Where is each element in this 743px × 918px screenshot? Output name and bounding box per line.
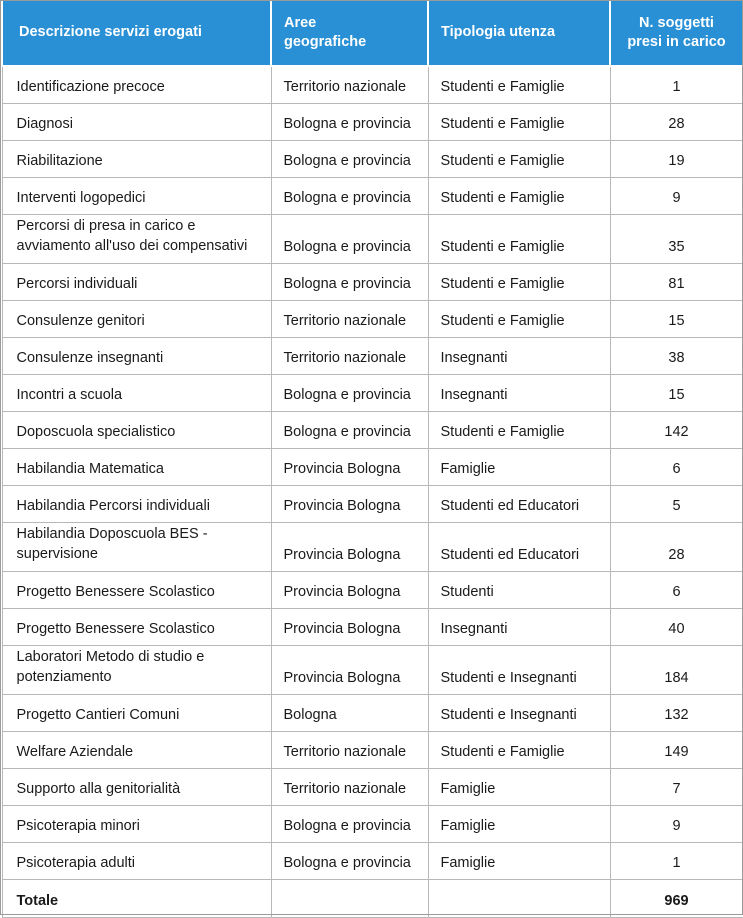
cell-descrizione: Welfare Aziendale	[2, 731, 271, 768]
total-value: 969	[610, 879, 743, 917]
cell-n-soggetti: 149	[610, 731, 743, 768]
cell-n-soggetti: 7	[610, 768, 743, 805]
cell-tipologia: Famiglie	[428, 805, 610, 842]
cell-aree: Provincia Bologna	[271, 485, 428, 522]
cell-descrizione: Habilandia Doposcuola BES - supervisione	[2, 522, 271, 571]
cell-descrizione: Percorsi di presa in carico e avviamento all'uso dei compensativi	[2, 214, 271, 263]
cell-descrizione: Progetto Cantieri Comuni	[2, 694, 271, 731]
table-row	[2, 768, 743, 805]
cell-n-soggetti: 15	[610, 300, 743, 337]
table-row	[2, 448, 743, 485]
cell-aree: Territorio nazionale	[271, 768, 428, 805]
table-row	[2, 263, 743, 300]
header-tipologia: Tipologia utenza	[428, 0, 610, 66]
cell-aree: Provincia Bologna	[271, 645, 428, 694]
cell-tipologia: Insegnanti	[428, 608, 610, 645]
cell-aree: Bologna e provincia	[271, 411, 428, 448]
services-table-container	[1, 0, 742, 918]
cell-tipologia: Insegnanti	[428, 337, 610, 374]
table-row	[2, 140, 743, 177]
table-header	[2, 0, 743, 66]
cell-descrizione: Psicoterapia adulti	[2, 842, 271, 879]
cell-descrizione: Consulenze genitori	[2, 300, 271, 337]
cell-tipologia: Famiglie	[428, 842, 610, 879]
cell-n-soggetti: 5	[610, 485, 743, 522]
cell-aree: Bologna e provincia	[271, 214, 428, 263]
services-table	[1, 0, 743, 918]
total-empty-cell	[271, 879, 428, 917]
cell-aree: Bologna e provincia	[271, 103, 428, 140]
cell-descrizione: Psicoterapia minori	[2, 805, 271, 842]
table-row	[2, 177, 743, 214]
table-row	[2, 337, 743, 374]
cell-n-soggetti: 15	[610, 374, 743, 411]
cell-aree: Territorio nazionale	[271, 731, 428, 768]
cell-tipologia: Studenti e Famiglie	[428, 731, 610, 768]
cell-descrizione: Supporto alla genitorialità	[2, 768, 271, 805]
table-row	[2, 374, 743, 411]
total-label: Totale	[2, 879, 271, 917]
cell-tipologia: Studenti e Famiglie	[428, 214, 610, 263]
cell-n-soggetti: 132	[610, 694, 743, 731]
cell-aree: Bologna e provincia	[271, 177, 428, 214]
total-row	[2, 879, 743, 917]
cell-tipologia: Studenti e Famiglie	[428, 177, 610, 214]
cell-n-soggetti: 6	[610, 571, 743, 608]
table-row	[2, 66, 743, 103]
cell-aree: Bologna e provincia	[271, 263, 428, 300]
cell-descrizione: Progetto Benessere Scolastico	[2, 608, 271, 645]
cell-tipologia: Studenti e Famiglie	[428, 300, 610, 337]
cell-descrizione: Diagnosi	[2, 103, 271, 140]
cell-aree: Bologna	[271, 694, 428, 731]
cell-tipologia: Studenti ed Educatori	[428, 485, 610, 522]
cell-n-soggetti: 40	[610, 608, 743, 645]
cell-descrizione: Habilandia Percorsi individuali	[2, 485, 271, 522]
header-n-soggetti: N. soggetti presi in carico	[610, 0, 743, 66]
table-row	[2, 694, 743, 731]
table-row	[2, 608, 743, 645]
cell-aree: Territorio nazionale	[271, 337, 428, 374]
cell-n-soggetti: 1	[610, 842, 743, 879]
table-row	[2, 731, 743, 768]
header-row	[2, 0, 743, 66]
table-row	[2, 485, 743, 522]
cell-n-soggetti: 142	[610, 411, 743, 448]
table-row	[2, 214, 743, 263]
cell-descrizione: Incontri a scuola	[2, 374, 271, 411]
cell-descrizione: Percorsi individuali	[2, 263, 271, 300]
cell-tipologia: Studenti	[428, 571, 610, 608]
cell-n-soggetti: 28	[610, 103, 743, 140]
cell-n-soggetti: 6	[610, 448, 743, 485]
cell-n-soggetti: 9	[610, 805, 743, 842]
cell-tipologia: Insegnanti	[428, 374, 610, 411]
table-row	[2, 522, 743, 571]
cell-aree: Provincia Bologna	[271, 608, 428, 645]
cell-aree: Provincia Bologna	[271, 522, 428, 571]
cell-aree: Provincia Bologna	[271, 571, 428, 608]
cell-tipologia: Studenti e Insegnanti	[428, 694, 610, 731]
cell-aree: Bologna e provincia	[271, 842, 428, 879]
cell-tipologia: Studenti e Famiglie	[428, 263, 610, 300]
table-row	[2, 411, 743, 448]
cell-descrizione: Interventi logopedici	[2, 177, 271, 214]
cell-aree: Territorio nazionale	[271, 300, 428, 337]
cell-n-soggetti: 35	[610, 214, 743, 263]
cell-n-soggetti: 81	[610, 263, 743, 300]
cell-descrizione: Consulenze insegnanti	[2, 337, 271, 374]
cell-tipologia: Famiglie	[428, 768, 610, 805]
table-row	[2, 645, 743, 694]
cell-n-soggetti: 38	[610, 337, 743, 374]
cell-aree: Bologna e provincia	[271, 805, 428, 842]
cell-descrizione: Doposcuola specialistico	[2, 411, 271, 448]
table-body	[2, 66, 743, 917]
cell-tipologia: Famiglie	[428, 448, 610, 485]
cell-aree: Bologna e provincia	[271, 374, 428, 411]
cell-tipologia: Studenti ed Educatori	[428, 522, 610, 571]
cell-tipologia: Studenti e Famiglie	[428, 411, 610, 448]
cell-descrizione: Identificazione precoce	[2, 66, 271, 103]
cell-n-soggetti: 9	[610, 177, 743, 214]
cell-tipologia: Studenti e Famiglie	[428, 140, 610, 177]
cell-descrizione: Habilandia Matematica	[2, 448, 271, 485]
total-empty-cell	[428, 879, 610, 917]
header-descrizione: Descrizione servizi erogati	[2, 0, 271, 66]
cell-n-soggetti: 1	[610, 66, 743, 103]
cell-n-soggetti: 28	[610, 522, 743, 571]
table-row	[2, 805, 743, 842]
cell-aree: Provincia Bologna	[271, 448, 428, 485]
cell-n-soggetti: 19	[610, 140, 743, 177]
cell-aree: Bologna e provincia	[271, 140, 428, 177]
header-aree: Aree geografiche	[271, 0, 428, 66]
table-row	[2, 300, 743, 337]
cell-aree: Territorio nazionale	[271, 66, 428, 103]
cell-descrizione: Laboratori Metodo di studio e potenziamento	[2, 645, 271, 694]
cell-descrizione: Riabilitazione	[2, 140, 271, 177]
table-row	[2, 571, 743, 608]
cell-descrizione: Progetto Benessere Scolastico	[2, 571, 271, 608]
cell-tipologia: Studenti e Famiglie	[428, 103, 610, 140]
table-row	[2, 842, 743, 879]
cell-n-soggetti: 184	[610, 645, 743, 694]
cell-tipologia: Studenti e Famiglie	[428, 66, 610, 103]
cell-tipologia: Studenti e Insegnanti	[428, 645, 610, 694]
table-row	[2, 103, 743, 140]
